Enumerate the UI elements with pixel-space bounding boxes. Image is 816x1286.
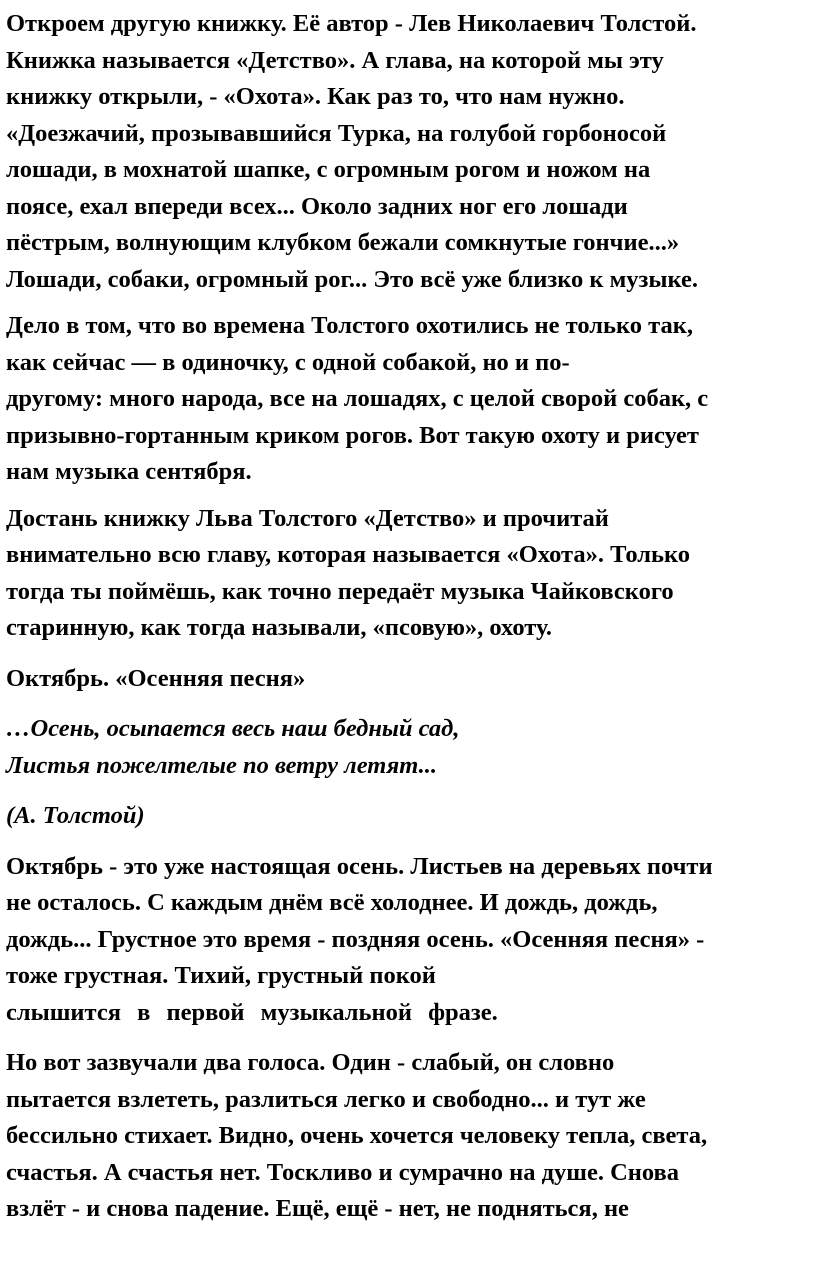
poem-attribution xyxy=(6,798,812,835)
text-line: счастья. А счастья нет. Тоскливо и сумрачно на душе. Снова xyxy=(6,1158,680,1186)
text-line: взлёт - и снова падение. Ещё, ещё - нет, не подняться, не xyxy=(6,1195,629,1222)
text-line: поясе, ехал впереди всех... Около задних ног его лошади xyxy=(6,192,628,220)
text-line: внимательно всю главу, которая называется «Охота». Только xyxy=(6,541,691,568)
paragraph-tolstoy-childhood xyxy=(6,6,812,298)
text-line: как сейчас — в одиночку, с одной собакой, но и по- xyxy=(6,348,570,376)
text-line: Книжка называется «Детство». А глава, на которой мы эту xyxy=(6,46,664,74)
text-line: слышится в первой музыкальной фразе. xyxy=(6,998,498,1026)
text-line: пёстрым, волнующим клубком бежали сомкнутые гончие...» xyxy=(6,229,680,256)
text-line: Октябрь - это уже настоящая осень. Листьев на деревьях почти xyxy=(6,852,713,880)
heading-line: Октябрь. «Осенняя песня» xyxy=(6,664,306,692)
text-line: бессильно стихает. Видно, очень хочется человеку тепла, света, xyxy=(6,1122,708,1149)
text-line: не осталось. С каждым днём всё холоднее. И дождь, дождь, xyxy=(6,889,658,916)
paragraph-two-voices xyxy=(6,1045,812,1228)
text-line: Дело в том, что во времена Толстого охотились не только так, xyxy=(6,312,694,339)
text-line: пытается взлететь, разлиться легко и свободно... и тут же xyxy=(6,1085,646,1113)
text-line: тогда ты поймёшь, как точно передаёт музыка Чайковского xyxy=(6,577,674,605)
text-line: старинную, как тогда называли, «псовую», охоту. xyxy=(6,614,552,641)
text-line: другому: много народа, все на лошадях, с целой сворой собак, с xyxy=(6,385,709,412)
paragraph-hunting-times xyxy=(6,308,812,491)
text-line: тоже грустная. Тихий, грустный покой xyxy=(6,962,436,989)
poem-line: …Осень, осыпается весь наш бедный сад, xyxy=(6,715,460,742)
poem-quote xyxy=(6,711,812,784)
attribution-line: (А. Толстой) xyxy=(6,802,145,829)
text-line: Но вот зазвучали два голоса. Один - слабый, он словно xyxy=(6,1049,615,1076)
text-line: Достань книжку Льва Толстого «Детство» и прочитай xyxy=(6,504,609,532)
text-line: Откроем другую книжку. Её автор - Лев Николаевич Толстой. xyxy=(6,10,697,37)
text-line: нам музыка сентября. xyxy=(6,458,252,485)
text-line: книжку открыли, - «Охота». Как раз то, что нам нужно. xyxy=(6,83,625,110)
poem-line: Листья пожелтелые по ветру летят... xyxy=(6,751,437,779)
text-line: призывно-гортанным криком рогов. Вот такую охоту и рисует xyxy=(6,421,699,449)
paragraph-read-book xyxy=(6,501,812,647)
section-heading-october xyxy=(6,661,812,698)
paragraph-october-autumn xyxy=(6,849,812,1032)
text-line: дождь... Грустное это время - поздняя осень. «Осенняя песня» - xyxy=(6,925,705,953)
text-line: «Доезжачий, прозывавшийся Турка, на голубой горбоносой xyxy=(6,119,667,147)
text-line: лошади, в мохнатой шапке, с огромным рогом и ножом на xyxy=(6,156,651,183)
text-line: Лошади, собаки, огромный рог... Это всё уже близко к музыке. xyxy=(6,265,699,293)
